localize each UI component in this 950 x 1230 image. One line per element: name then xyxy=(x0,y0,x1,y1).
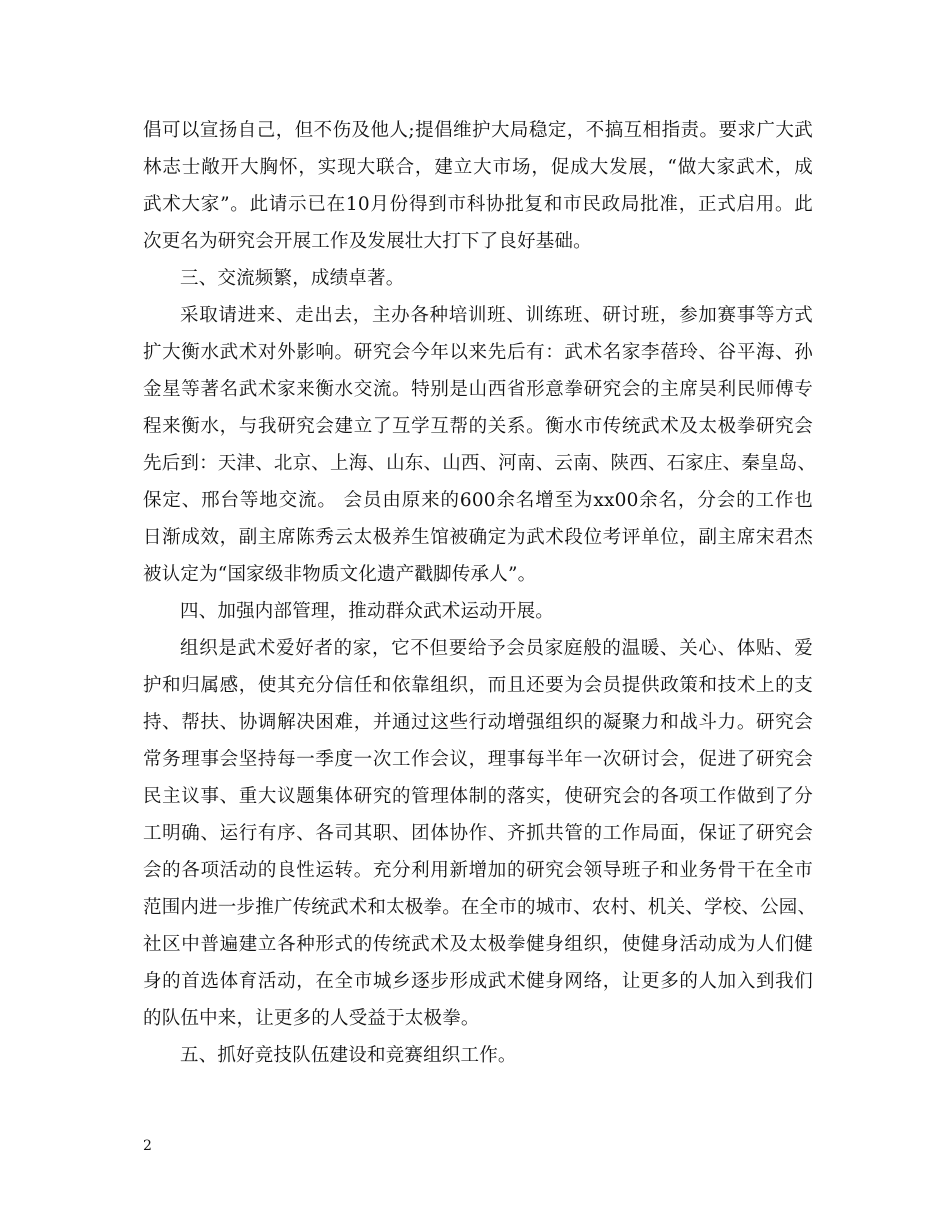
text-line: 会的各项活动的良性运转。充分利用新增加的研究会领导班子和业务骨干在全市 xyxy=(143,860,813,881)
text-line: 先后到：天津、北京、上海、山东、山西、河南、云南、陕西、石家庄、秦皇岛、 xyxy=(143,453,817,474)
paragraph-first-line: 采取请进来、走出去，主办各种培训班、训练班、研讨班，参加赛事等方式 xyxy=(180,305,813,326)
text-line: 常务理事会坚持每一季度一次工作会议，理事每半年一次研讨会，促进了研究会 xyxy=(143,749,813,770)
text-line: 程来衡水，与我研究会建立了互学互帮的关系。衡水市传统武术及太极拳研究会 xyxy=(143,416,813,437)
text-line: 被认定为“国家级非物质文化遗产戳脚传承人”。 xyxy=(143,564,537,585)
text-line: 工明确、运行有序、各司其职、团体协作、齐抓共管的工作局面，保证了研究会 xyxy=(143,823,813,844)
text-line: 民主议事、重大议题集体研究的管理体制的落实，使研究会的各项工作做到了分 xyxy=(143,786,813,807)
paragraph-first-line: 三、交流频繁，成绩卓著。 xyxy=(180,268,405,289)
body-text xyxy=(143,112,817,1074)
text-line: 范围内进一步推广传统武术和太极拳。在全市的城市、农村、机关、学校、公园、 xyxy=(143,897,817,918)
page-number: 2 xyxy=(143,1138,152,1154)
text-line: 的队伍中来，让更多的人受益于太极拳。 xyxy=(143,1008,480,1029)
text-line: 护和归属感，使其充分信任和依靠组织，而且还要为会员提供政策和技术上的支 xyxy=(143,675,813,696)
text-line: 倡可以宣扬自己，但不伤及他人;提倡维护大局稳定，不搞互相指责。要求广大武 xyxy=(143,120,813,141)
text-line: 持、帮扶、协调解决困难，并通过这些行动增强组织的凝聚力和战斗力。研究会 xyxy=(143,712,813,733)
text-line: 扩大衡水武术对外影响。研究会今年以来先后有：武术名家李蓓玲、谷平海、孙 xyxy=(143,342,813,363)
text-line: 次更名为研究会开展工作及发展壮大打下了良好基础。 xyxy=(143,231,592,252)
text-line: 身的首选体育活动，在全市城乡逐步形成武术健身网络，让更多的人加入到我们 xyxy=(143,971,813,992)
text-line: 林志士敞开大胸怀，实现大联合，建立大市场，促成大发展，“做大家武术，成 xyxy=(143,157,813,178)
text-line: 武术大家”。此请示已在10月份得到市科协批复和市民政局批准，正式启用。此 xyxy=(143,194,813,215)
paragraph-first-line: 四、加强内部管理，推动群众武术运动开展。 xyxy=(180,601,555,622)
text-line: 日渐成效，副主席陈秀云太极养生馆被确定为武术段位考评单位，副主席宋君杰 xyxy=(143,527,813,548)
text-line: 社区中普遍建立各种形式的传统武术及太极拳健身组织，使健身活动成为人们健 xyxy=(143,934,813,955)
text-line: 保定、邢台等地交流。 会员由原来的600余名增至为xx00余名，分会的工作也 xyxy=(143,490,813,511)
paragraph-first-line: 五、抓好竞技队伍建设和竞赛组织工作。 xyxy=(180,1045,517,1066)
text-line: 金星等著名武术家来衡水交流。特别是山西省形意拳研究会的主席吴利民师傅专 xyxy=(143,379,813,400)
paragraph-first-line: 组织是武术爱好者的家，它不但要给予会员家庭般的温暖、关心、体贴、爱 xyxy=(180,638,813,659)
